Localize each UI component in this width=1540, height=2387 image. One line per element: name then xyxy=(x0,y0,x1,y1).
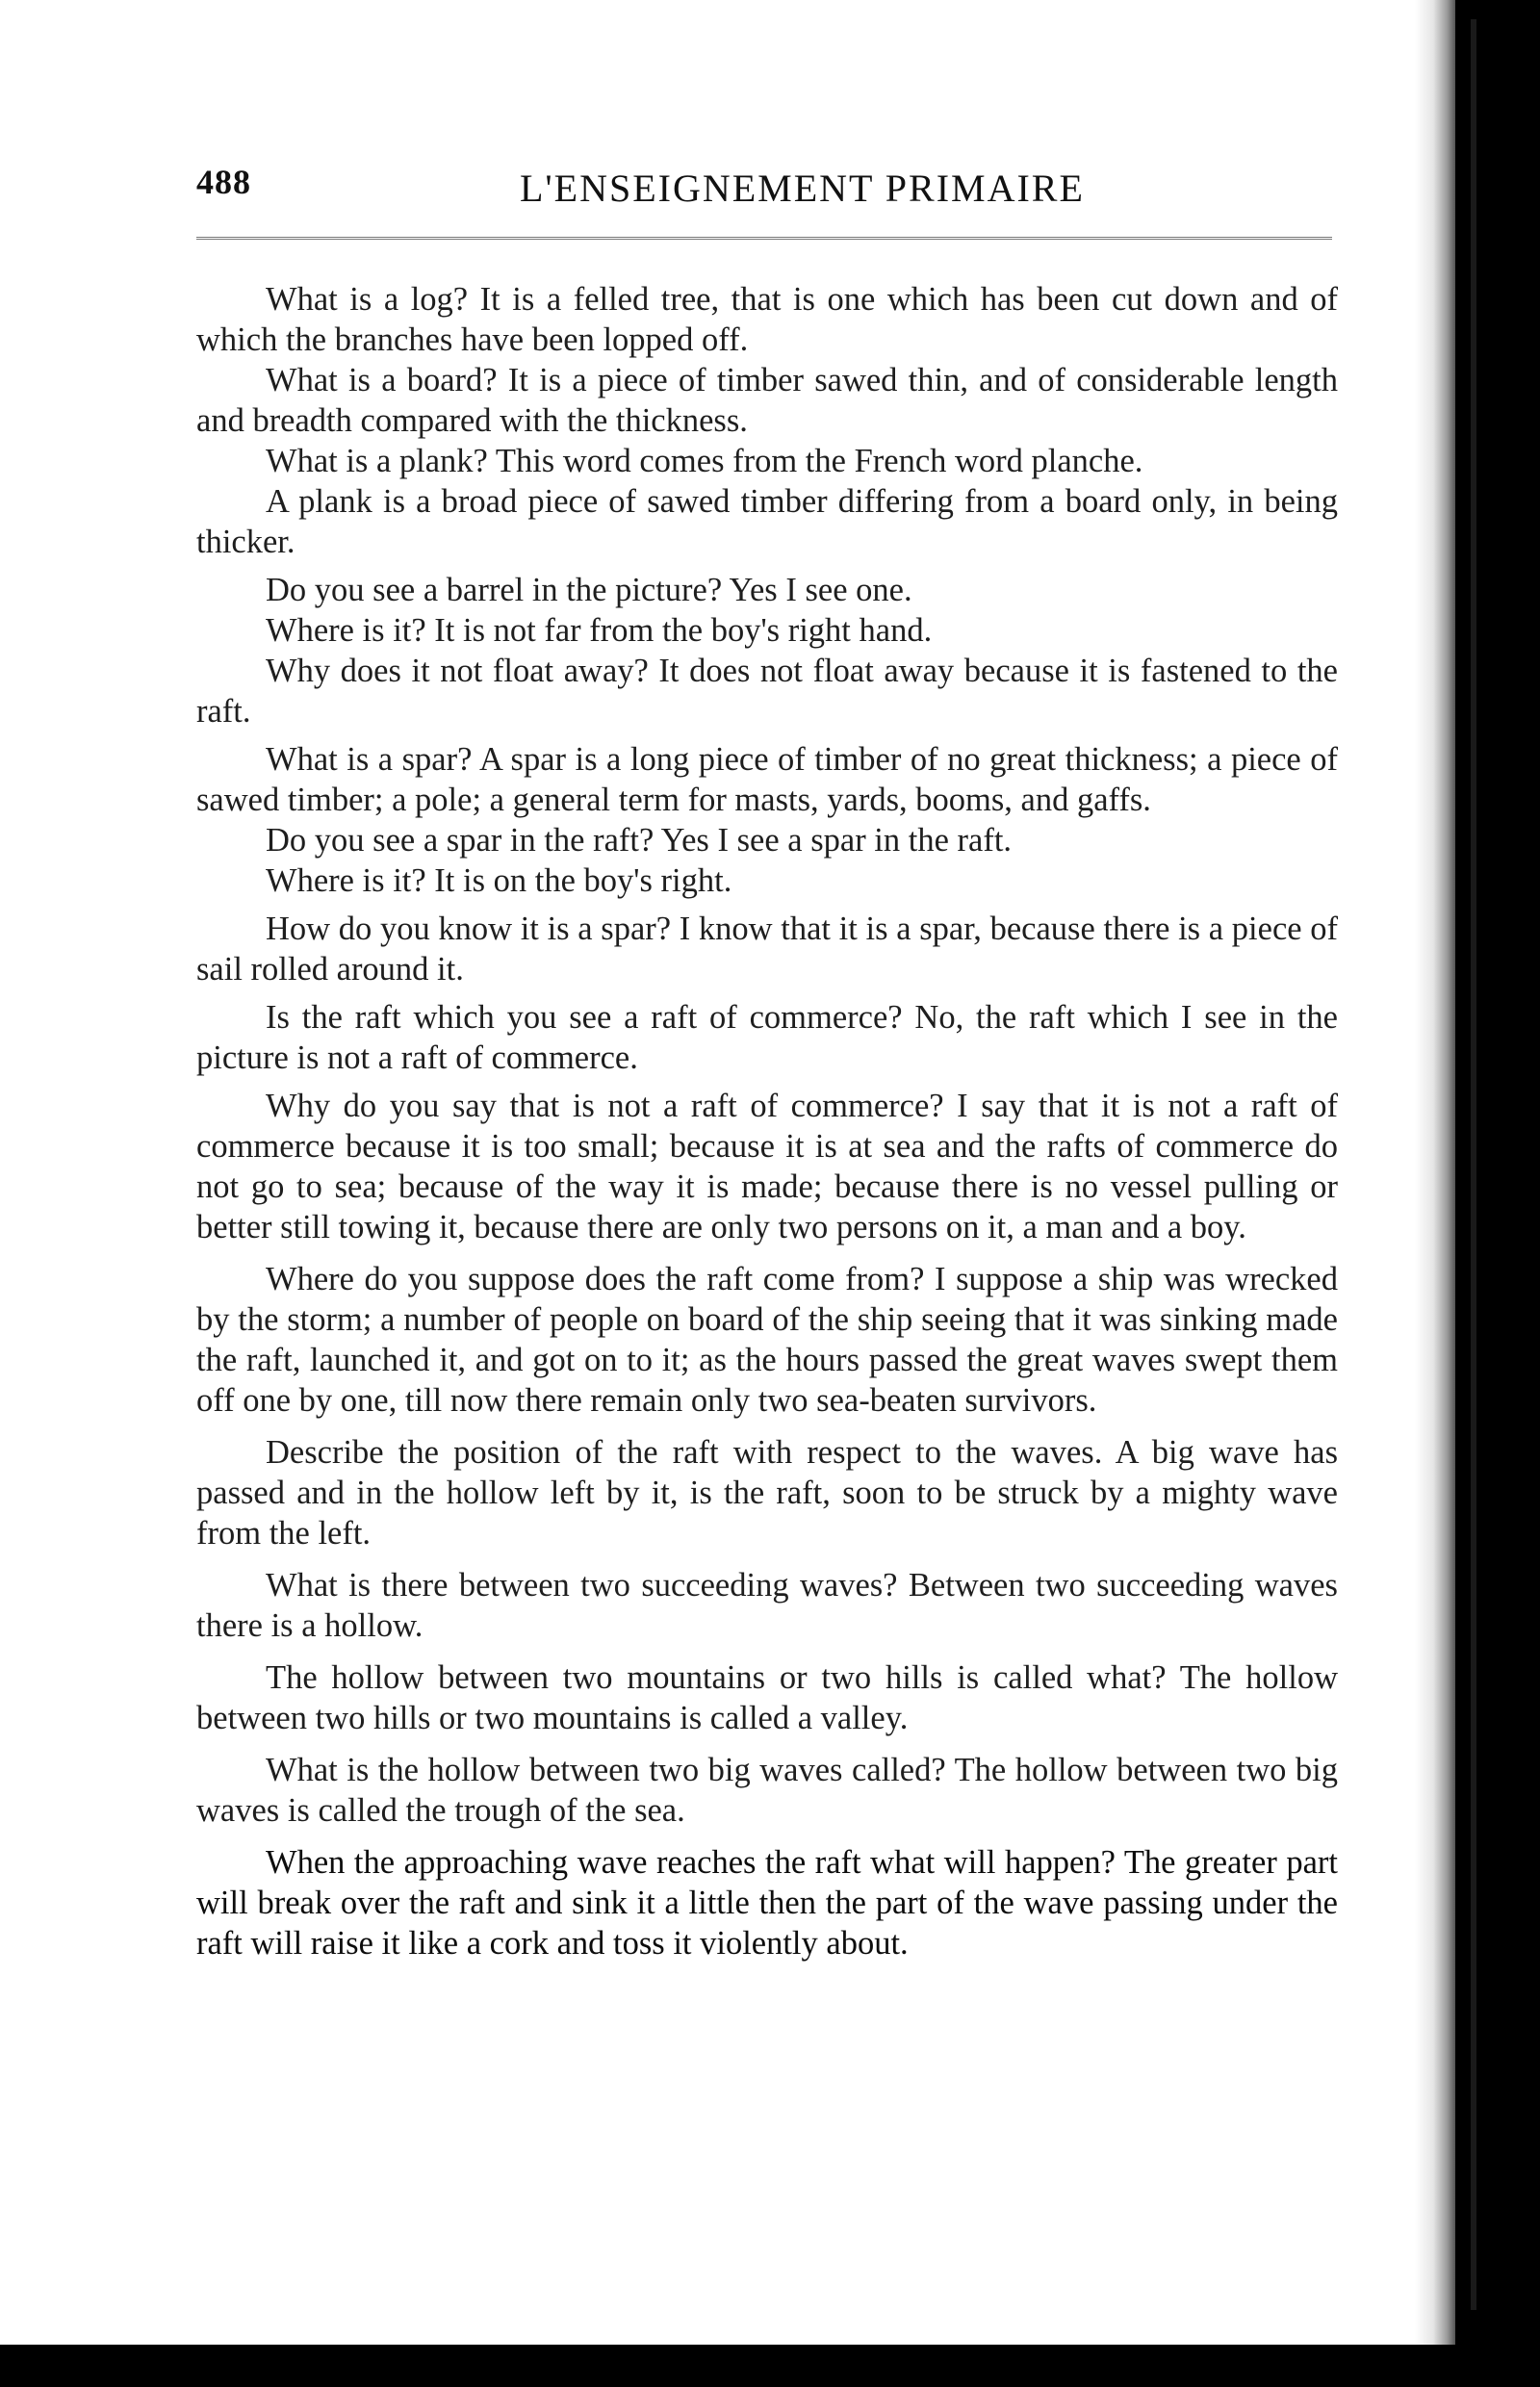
paragraph: Why does it not float away? It does not float away because it is fastened to the raft. xyxy=(196,653,1338,730)
body-text xyxy=(196,279,1338,1964)
paragraph: A plank is a broad piece of sawed timber differing from a board only, in being thicker. xyxy=(196,483,1338,560)
paragraph: Do you see a spar in the raft? Yes I see a spar in the raft. xyxy=(266,822,1013,859)
scan-border xyxy=(1455,0,1540,2387)
paragraph: How do you know it is a spar? I know that it is a spar, because there is a piece of sail rolled around it. xyxy=(196,911,1338,988)
paragraph: What is the hollow between two big waves called? The hollow between two big waves is called the trough of the sea. xyxy=(196,1752,1338,1829)
paragraph: What is there between two succeeding waves? Between two succeeding waves there is a hollow. xyxy=(196,1567,1338,1644)
paragraph: What is a log? It is a felled tree, that is one which has been cut down and of which the branches have been lopped off. xyxy=(196,281,1338,358)
paragraph: What is a plank? This word comes from the French word planche. xyxy=(266,443,1143,479)
paragraph: What is a board? It is a piece of timber sawed thin, and of considerable length and breadth compared with the thickness. xyxy=(196,362,1338,439)
paragraph: Where is it? It is not far from the boy's right hand. xyxy=(266,612,933,649)
paragraph: Is the raft which you see a raft of commerce? No, the raft which I see in the picture is not a raft of commerce. xyxy=(196,999,1338,1076)
paragraph: When the approaching wave reaches the raft what will happen? The greater part will break over the raft and sink it a little then the part of the wave passing under the raft will raise it like a cork and toss it violently about. xyxy=(196,1844,1338,1962)
header-rule xyxy=(196,237,1332,240)
paragraph: Do you see a barrel in the picture? Yes I see one. xyxy=(266,572,912,608)
paragraph: Why do you say that is not a raft of commerce? I say that it is not a raft of commerce because it is too small; because it is at sea and the rafts of commerce do not go to sea; because of the way it is made; because there is no vessel pulling or better still towing it, because there are only two persons on it, a man and a boy. xyxy=(196,1088,1338,1245)
page-number: 488 xyxy=(196,163,251,201)
paragraph: Where is it? It is on the boy's right. xyxy=(266,862,732,899)
page-edge-shadow xyxy=(1415,0,1455,2345)
running-title: L'ENSEIGNEMENT PRIMAIRE xyxy=(520,167,1085,210)
paragraph: Describe the position of the raft with respect to the waves. A big wave has passed and in the hollow left by it, is the raft, soon to be struck by a mighty wave from the left. xyxy=(196,1434,1338,1552)
book-spine xyxy=(1471,19,1476,2310)
page-header xyxy=(0,162,1455,219)
paragraph: The hollow between two mountains or two hills is called what? The hollow between two hills or two mountains is called a valley. xyxy=(196,1659,1338,1736)
paragraph: Where do you suppose does the raft come from? I suppose a ship was wrecked by the storm; a number of people on board of the ship seeing that it was sinking made the raft, launched it, and got on to it; as the hours passed the great waves swept them off one by one, till now there remain only two sea-beaten survivors. xyxy=(196,1261,1338,1419)
paragraph: What is a spar? A spar is a long piece of timber of no great thickness; a piece of sawed timber; a pole; a general term for masts, yards, booms, and gaffs. xyxy=(196,741,1338,818)
